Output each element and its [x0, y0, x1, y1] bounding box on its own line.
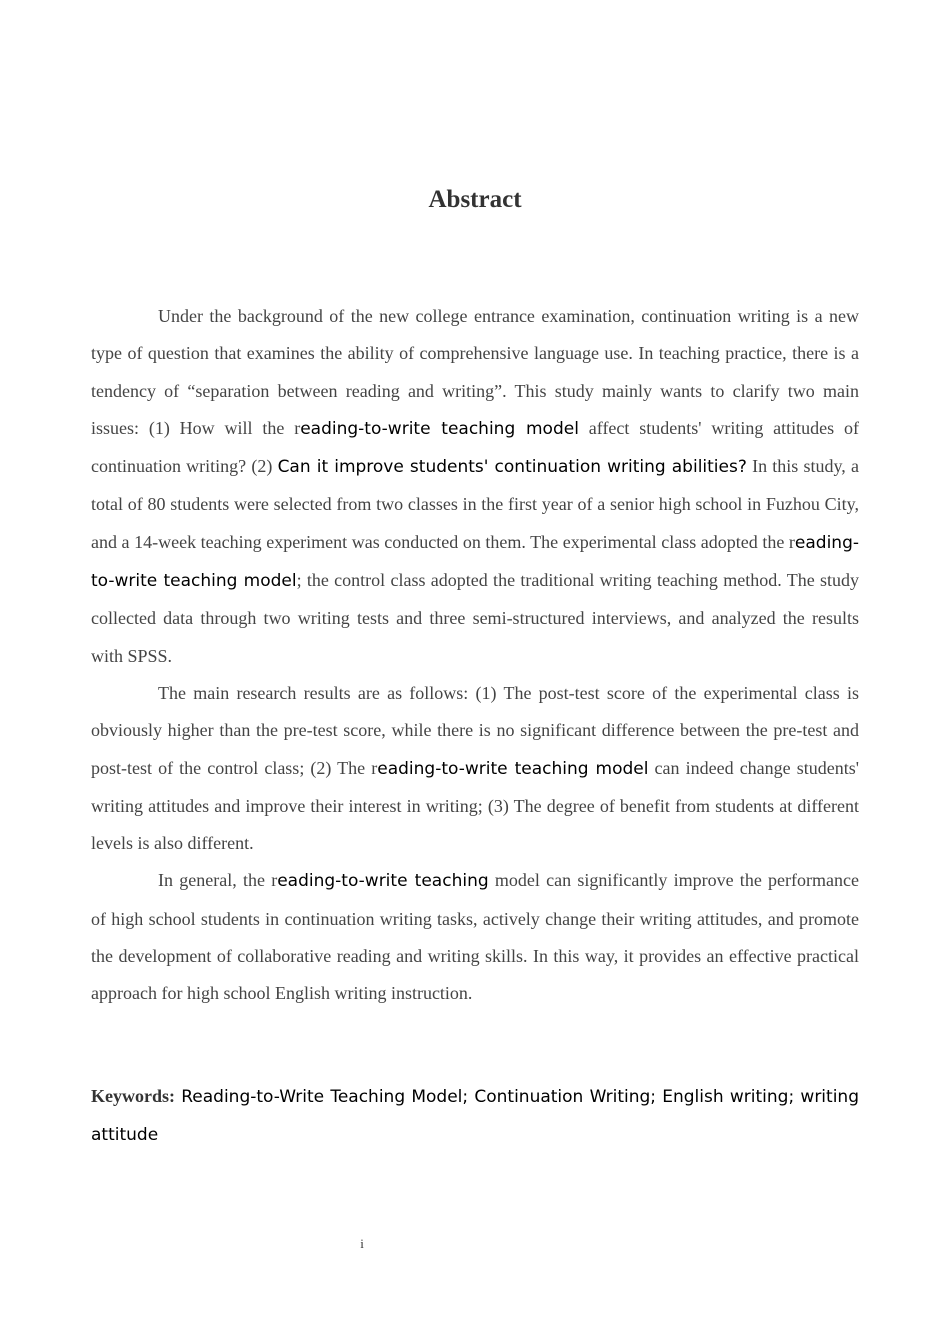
abstract-paragraph-2	[91, 675, 859, 862]
paragraph-text: In this study, a total of 80 students were selected from two classes in the first year of a senior high school in Fuzhou City, and a 14-week teaching experiment was conducted on them. The experimental class adopted the r	[91, 456, 859, 552]
paragraph-text: The main research results are as follows: (1) The post-test score of the experimental class is obviously higher than the pre-test score, while there is no significant difference between the pre-test and post-test of the control class; (2) The r	[91, 682, 859, 778]
highlighted-text: Can it improve students' continuation writing abilities?	[277, 457, 747, 478]
abstract-paragraph-3	[91, 862, 859, 1012]
abstract-body	[91, 298, 859, 1013]
abstract-paragraph-1	[91, 298, 859, 675]
keywords	[91, 1078, 859, 1155]
highlighted-text: eading-to-write teaching model	[377, 758, 649, 779]
page-number: i	[360, 1236, 364, 1251]
keywords-text: Reading-to-Write Teaching Model; Continuation Writing; English writing; writing attitude	[91, 1087, 859, 1146]
paragraph-text: affect students' writing attitudes of continuation writing? (2)	[91, 417, 860, 477]
paragraph-text: model can significantly improve the performance of high school students in continuation writing tasks, actively change their writing attitudes, and promote the development of collaborative reading and writing skills. In this way, it provides an effective practical approach for high school English writing instruction.	[91, 870, 859, 1004]
highlighted-text: eading-to-write teaching model	[300, 418, 579, 439]
paragraph-text: ; the control class adopted the traditional writing teaching method. The study collected data through two writing tests and three semi-structured interviews, and analyzed the results with SPSS.	[91, 570, 859, 666]
keywords-label: Keywords:	[91, 1086, 175, 1106]
paragraph-text: In general, the r	[158, 870, 278, 891]
paragraph-text: Under the background of the new college entrance examination, continuation writing is a new type of question that examines the ability of comprehensive language use. In teaching practice, there is a tendency of “separation between reading and writing”. This study mainly wants to clarify two main issues: (1) How will the r	[91, 306, 859, 438]
highlighted-text: eading-to-write teaching model	[91, 532, 859, 592]
paragraph-text: can indeed change students' writing attitudes and improve their interest in writing; (3) The degree of benefit from students at different levels is also different.	[91, 757, 859, 854]
highlighted-text: eading-to-write teaching	[277, 871, 489, 892]
page-title: Abstract	[428, 186, 522, 213]
